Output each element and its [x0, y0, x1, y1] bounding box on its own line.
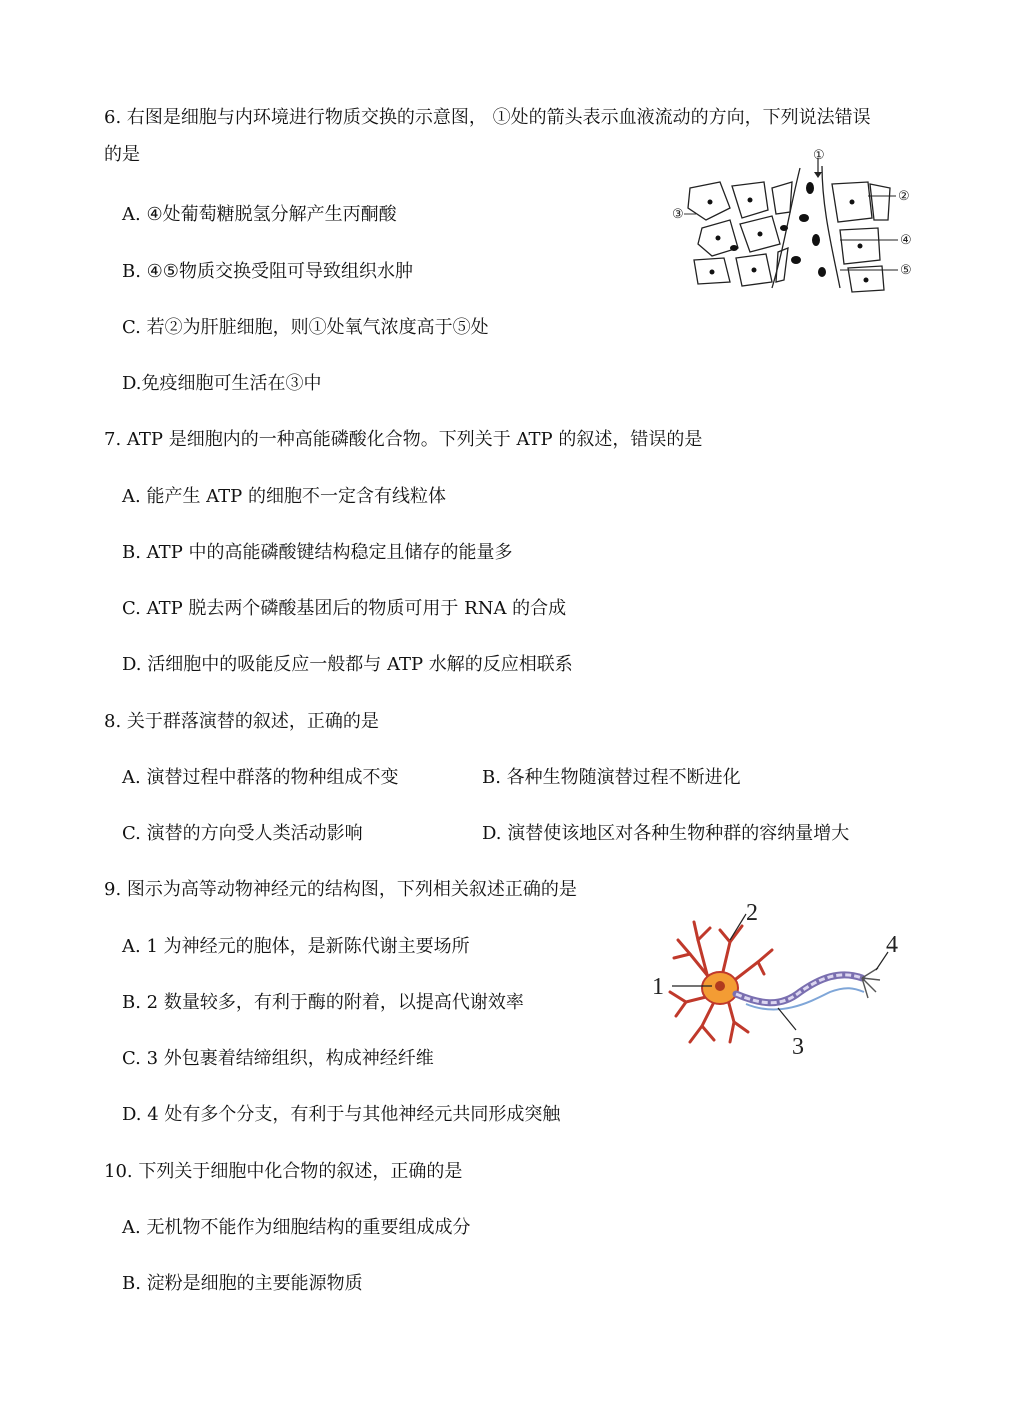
q6-option-c: C. 若②为肝脏细胞，则①处氧气浓度高于⑤处 [122, 317, 489, 338]
q9-option-d: D. 4 处有多个分支，有利于与其他神经元共同形成突触 [122, 1104, 561, 1125]
q9-option-a: A. 1 为神经元的胞体，是新陈代谢主要场所 [122, 936, 470, 957]
fig9-label-2: 2 [746, 900, 758, 926]
q8-option-a: A. 演替过程中群落的物种组成不变 [122, 767, 399, 788]
q8-option-b: B. 各种生物随演替过程不断进化 [482, 767, 741, 788]
fig9-label-1: 1 [652, 974, 664, 1000]
q6-stem-line1: 6. 右图是细胞与内环境进行物质交换的示意图， ①处的箭头表示血液流动的方向，下列说法错误 [104, 107, 871, 128]
q9-option-b: B. 2 数量较多，有利于酶的附着，以提高代谢效率 [122, 992, 524, 1013]
q6-option-a: A. ④处葡萄糖脱氢分解产生丙酮酸 [122, 204, 397, 225]
q9-stem: 9. 图示为高等动物神经元的结构图，下列相关叙述正确的是 [104, 879, 577, 900]
q9-option-c: C. 3 外包裹着结缔组织，构成神经纤维 [122, 1048, 434, 1069]
fig6-label-4: ④ [900, 232, 912, 247]
q7-stem: 7. ATP 是细胞内的一种高能磷酸化合物。下列关于 ATP 的叙述，错误的是 [104, 429, 703, 450]
fig6-label-2: ② [898, 188, 910, 203]
fig9-label-4: 4 [886, 932, 898, 958]
fig6-label-3: ③ [672, 206, 684, 221]
q10-stem: 10. 下列关于细胞中化合物的叙述，正确的是 [104, 1161, 463, 1182]
neuron-diagram [650, 892, 910, 1062]
q7-option-d: D. 活细胞中的吸能反应一般都与 ATP 水解的反应相联系 [122, 654, 573, 675]
fig6-label-1: ① [813, 148, 825, 162]
q7-option-b: B. ATP 中的高能磷酸键结构稳定且储存的能量多 [122, 542, 513, 563]
q8-stem: 8. 关于群落演替的叙述，正确的是 [104, 711, 379, 732]
q8-option-d: D. 演替使该地区对各种生物种群的容纳量增大 [482, 823, 850, 844]
tissue-exchange-diagram [672, 148, 916, 294]
q7-option-c: C. ATP 脱去两个磷酸基团后的物质可用于 RNA 的合成 [122, 598, 567, 619]
q6-stem-line2: 的是 [104, 144, 140, 165]
q6-option-b: B. ④⑤物质交换受阻可导致组织水肿 [122, 261, 413, 282]
q7-option-a: A. 能产生 ATP 的细胞不一定含有线粒体 [122, 486, 447, 507]
q10-option-b: B. 淀粉是细胞的主要能源物质 [122, 1273, 363, 1294]
q6-option-d: D.免疫细胞可生活在③中 [122, 373, 322, 394]
q8-option-c: C. 演替的方向受人类活动影响 [122, 823, 363, 844]
q10-option-a: A. 无机物不能作为细胞结构的重要组成成分 [122, 1217, 471, 1238]
fig6-label-5: ⑤ [900, 262, 912, 277]
fig9-label-3: 3 [792, 1034, 804, 1060]
